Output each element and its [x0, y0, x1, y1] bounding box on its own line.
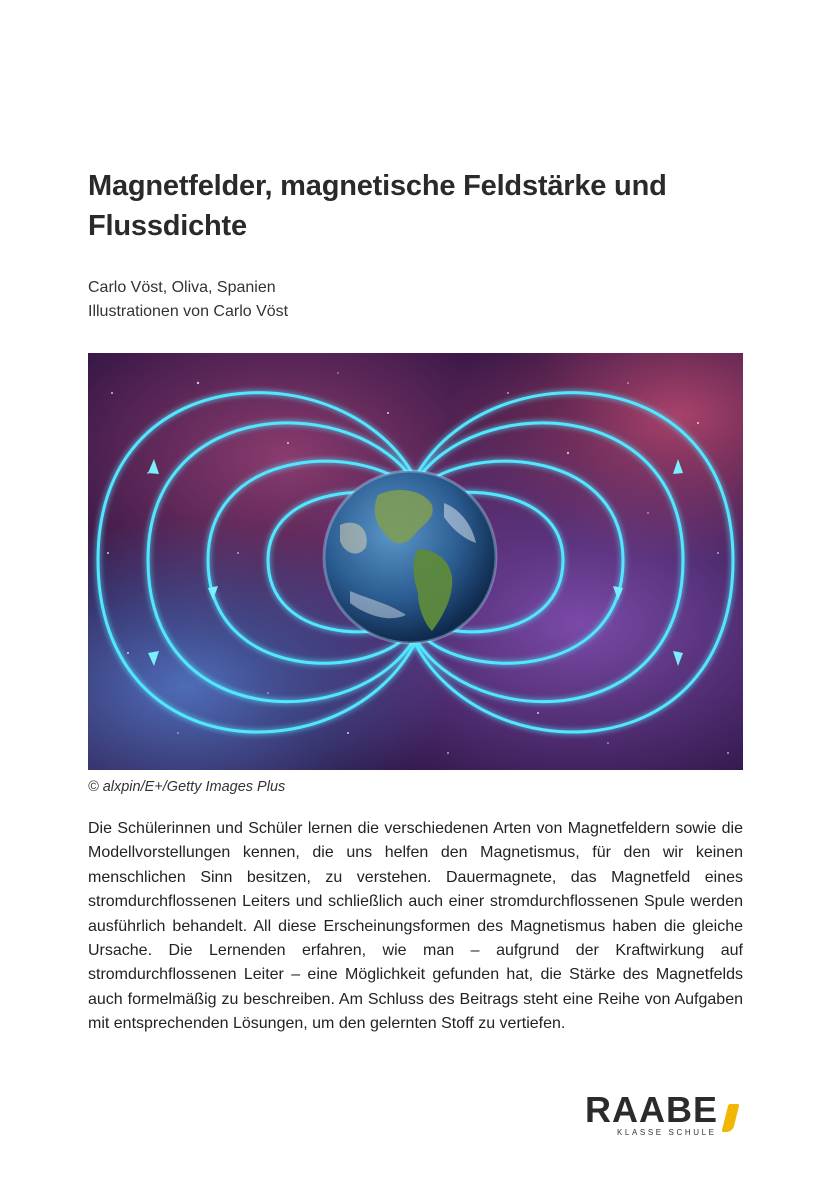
logo-wordmark: RAABE — [585, 1089, 719, 1130]
earth-globe — [324, 471, 496, 643]
raabe-logo — [585, 1090, 745, 1140]
author-block — [88, 276, 288, 324]
document-title: Magnetfelder, magnetische Feldstärke und Flussdichte — [88, 170, 667, 242]
logo-comma-icon — [722, 1104, 740, 1132]
author-line: Carlo Vöst, Oliva, Spanien — [88, 279, 276, 296]
image-credit: © alxpin/E+/Getty Images Plus — [88, 779, 286, 795]
hero-image — [88, 353, 743, 770]
earth-magnetic-field-illustration — [88, 353, 743, 770]
abstract-paragraph: Die Schülerinnen und Schüler lernen die verschiedenen Arten von Magnetfeldern sowie die Modellvorstellungen kennen, die uns helfen den Magnetismus, für den wir keinen menschlichen Sinn besitzen, zu verstehen. Dauermagnete, das Magnetfeld eines stromdurchflossenen Leiters und schließlich auch einer stromdurchflossenen Spule werden ausführlich behandelt. All diese Erscheinungsformen des Magnetismus haben die gleiche Ursache. Die Lernenden erfahren, wie man – aufgrund der Kraftwirkung auf stromdurchflossenen Leiter – eine Möglichkeit gefunden hat, die Stärke des Magnetfelds auch formelmäßig zu beschreiben. Am Schluss des Beitrags steht eine Reihe von Aufgaben mit entsprechenden Lösungen, um den gelernten Stoff zu vertiefen. — [88, 820, 743, 1033]
illustrator-line: Illustrationen von Carlo Vöst — [88, 303, 289, 320]
logo-tagline: KLASSE SCHULE — [617, 1128, 717, 1137]
